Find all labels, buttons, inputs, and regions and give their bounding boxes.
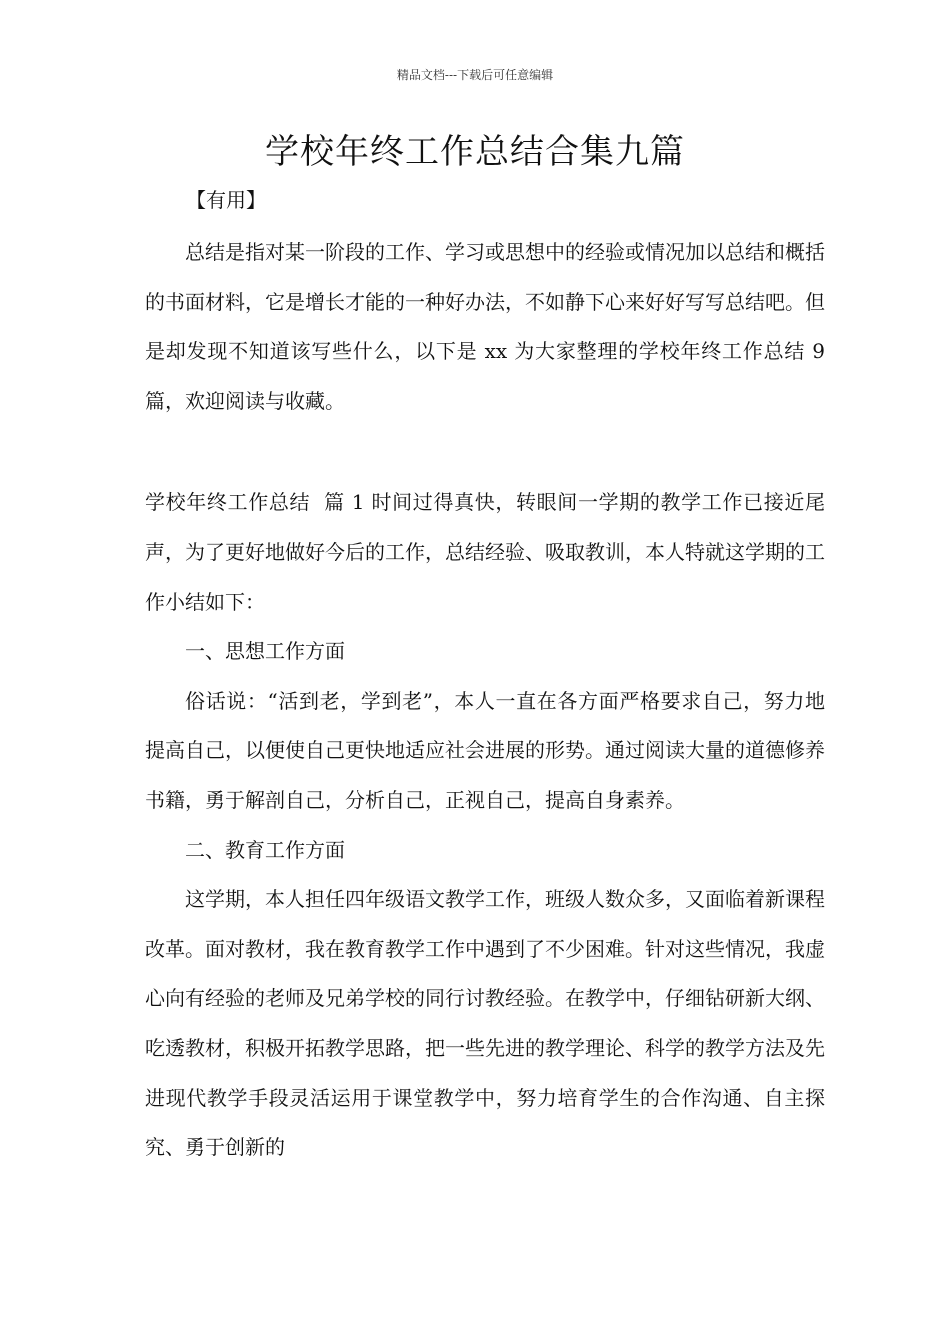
heading-education: 二、教育工作方面 [185, 837, 345, 862]
section-spacer [145, 426, 825, 478]
document-body [145, 228, 825, 1173]
education-paragraph: 这学期，本人担任四年级语文教学工作，班级人数众多，又面临着新课程改革。面对教材，我在教育教学工作中遇到了不少困难。针对这些情况，我虚心向有经验的老师及兄弟学校的同行讨教经验。在教学中，仔细钻研新大纲、吃透教材，积极开拓教学思路，把一些先进的教学理论、科学的教学方法及先进现代教学手段灵活运用于课堂教学中，努力培育学生的合作沟通、自主探究、勇于创新的 [145, 887, 825, 1160]
section-1-lead: 时间过得真快，转眼间一学期的教学工作已接近尾声，为了更好地做好今后的工作，总结经验、吸取教训，本人特就这学期的工作小结如下： [145, 490, 826, 614]
section-1-paragraph [145, 478, 825, 627]
intro-paragraph: 总结是指对某一阶段的工作、学习或思想中的经验或情况加以总结和概括的书面材料，它是增长才能的一种好办法，不如静下心来好好写写总结吧。但是却发现不知道该写些什么，以下是 xx 为大家整理的学校年终工作总结 9 篇，欢迎阅读与收藏。 [145, 240, 825, 413]
ideology-paragraph: 俗话说：“活到老，学到老”，本人一直在各方面严格要求自己，努力地提高自己，以便使自己更快地适应社会进展的形势。通过阅读大量的道德修养书籍，勇于解剖自己，分析自己，正视自己，提高自身素养。 [145, 688, 825, 812]
section-1-gap [365, 490, 372, 514]
section-1-title: 学校年终工作总结 篇 1 [145, 490, 365, 515]
heading-ideology: 一、思想工作方面 [185, 639, 345, 664]
title-tag: 【有用】 [186, 188, 266, 212]
page-header-watermark: 精品文档---下载后可任意编辑 [396, 68, 554, 82]
page-title: 学校年终工作总结合集九篇 [265, 132, 685, 172]
